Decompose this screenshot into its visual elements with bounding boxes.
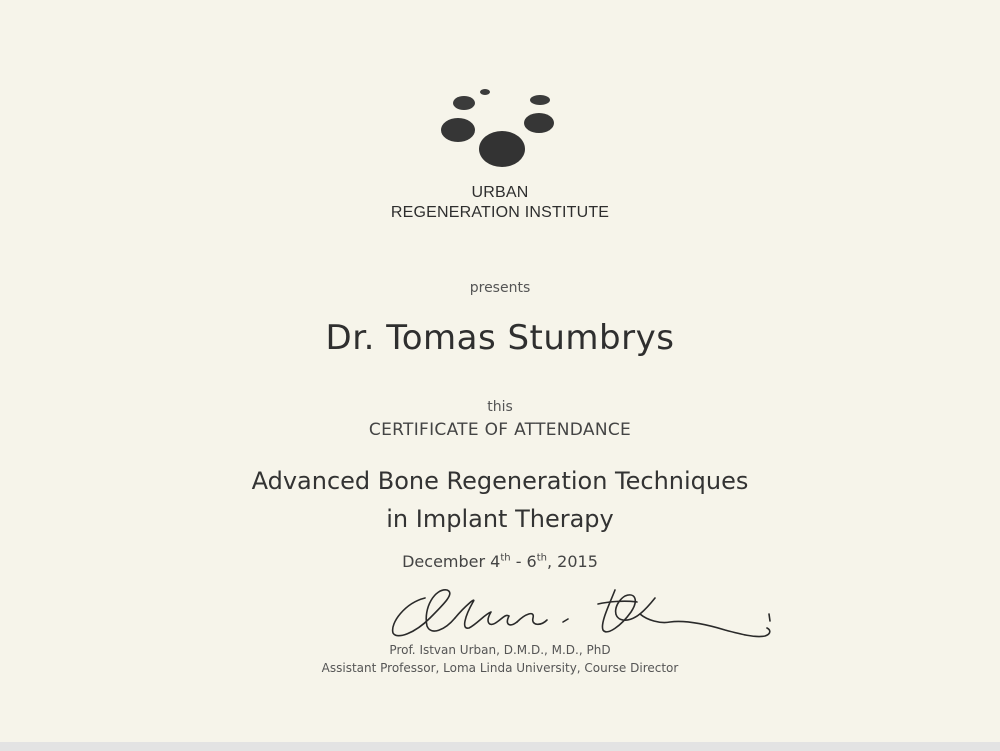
course-dates: [0, 552, 1000, 571]
signer-title: Assistant Professor, Loma Linda University, Course Director: [321, 661, 679, 675]
dates-prefix: December 4: [402, 552, 501, 571]
dates-suffix: , 2015: [547, 552, 598, 571]
organization-name-line2: REGENERATION INSTITUTE: [390, 204, 610, 221]
signer-name: Prof. Istvan Urban, D.M.D., M.D., PhD: [389, 643, 611, 657]
recipient-name: Dr. Tomas Stumbrys: [325, 318, 675, 358]
course-title: [0, 462, 1000, 538]
scan-bottom-edge: [0, 742, 1000, 751]
course-title-line1: Advanced Bone Regeneration Techniques: [251, 467, 749, 495]
dates-sup-second: th: [536, 552, 547, 564]
presents-text: presents: [469, 280, 531, 296]
organization-name-line1: URBAN: [471, 184, 529, 201]
dates-sup-first: th: [500, 552, 511, 564]
dates-middle: - 6: [510, 552, 537, 571]
this-text: this: [487, 399, 513, 415]
course-title-line2: in Implant Therapy: [386, 505, 614, 533]
certificate-type: CERTIFICATE OF ATTENDANCE: [368, 420, 632, 440]
institute-logo: [430, 82, 570, 172]
